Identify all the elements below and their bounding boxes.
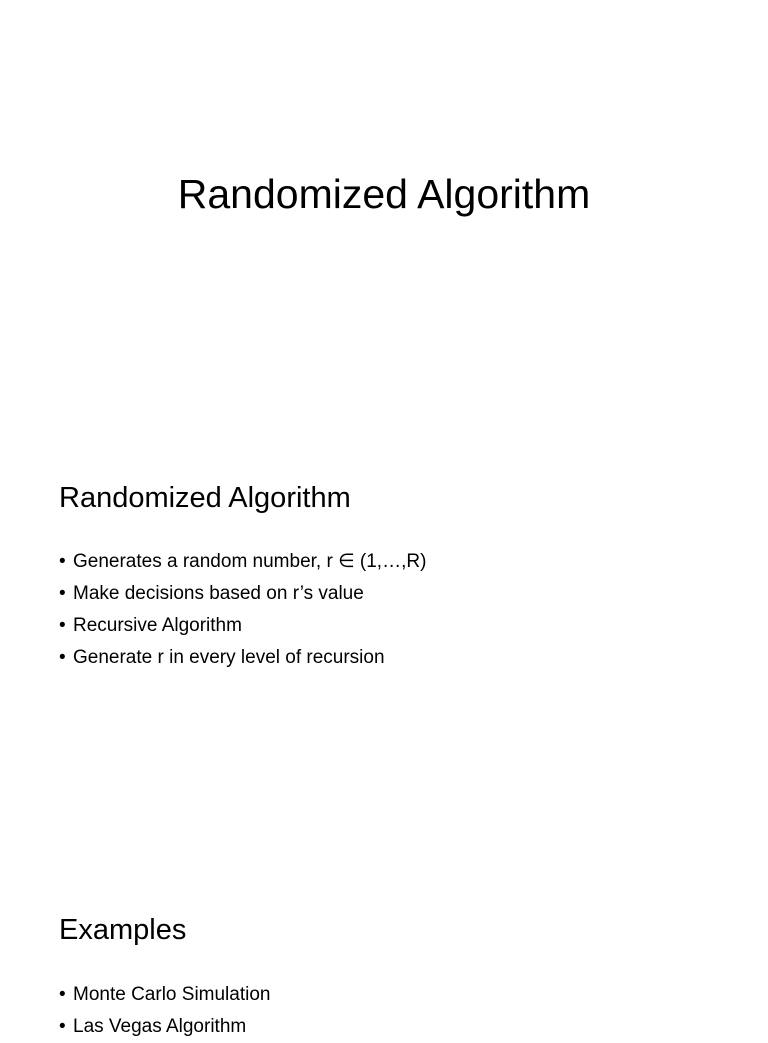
bullet-icon: • xyxy=(59,647,66,668)
examples-slide xyxy=(0,864,768,1037)
bullet-icon: • xyxy=(59,615,66,636)
overview-slide xyxy=(0,432,768,864)
bullet-text: Recursive Algorithm xyxy=(73,615,242,636)
bullet-item xyxy=(59,1011,270,1043)
bullet-item xyxy=(59,642,426,674)
bullet-text: Generates a random number, r ∈ (1,…,R) xyxy=(73,551,427,572)
bullet-item xyxy=(59,979,270,1011)
bullet-text: Generate r in every level of recursion xyxy=(73,647,385,668)
title-slide xyxy=(0,0,768,432)
slide-heading: Examples xyxy=(59,914,187,946)
bullet-icon: • xyxy=(59,984,66,1005)
bullet-icon: • xyxy=(59,583,66,604)
bullet-text: Make decisions based on r’s value xyxy=(73,583,364,604)
bullet-text: Las Vegas Algorithm xyxy=(73,1016,247,1037)
slide-title: Randomized Algorithm xyxy=(177,171,591,217)
bullet-item xyxy=(59,546,426,578)
slide-heading: Randomized Algorithm xyxy=(59,482,351,514)
bullet-list xyxy=(59,546,426,674)
bullet-list xyxy=(59,979,270,1043)
bullet-icon: • xyxy=(59,551,66,572)
bullet-icon: • xyxy=(59,1016,66,1037)
bullet-item xyxy=(59,610,426,642)
bullet-item xyxy=(59,578,426,610)
bullet-text: Monte Carlo Simulation xyxy=(73,984,271,1005)
